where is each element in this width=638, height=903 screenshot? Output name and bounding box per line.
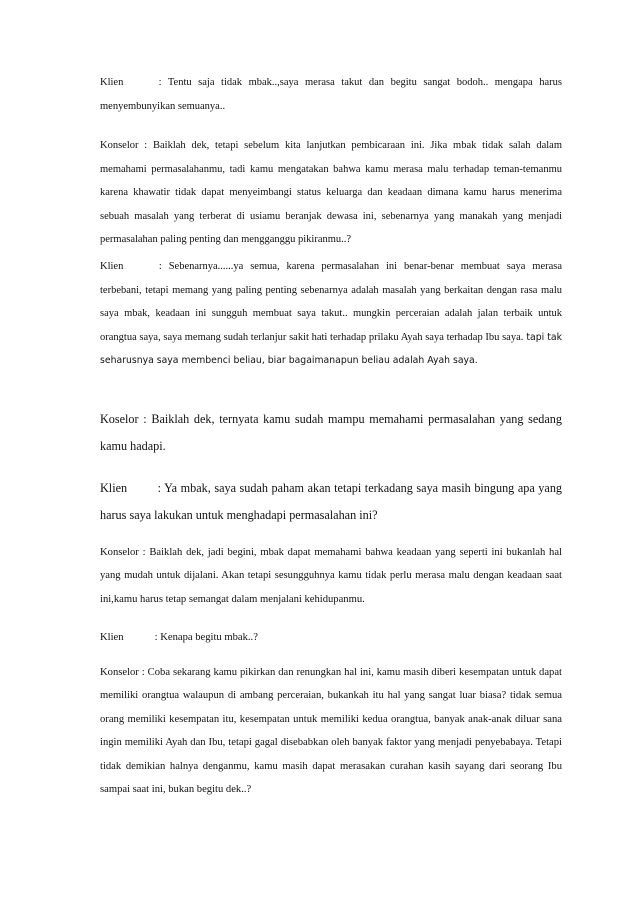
speaker-label: Konselor (100, 140, 139, 151)
dialogue-klien-1 (100, 71, 562, 118)
dialogue-koselor-2 (100, 406, 562, 459)
separator: : (158, 77, 168, 88)
utterance-text: Tentu saja tidak mbak..,saya merasa takut dan begitu sangat bodoh.. mengapa harus menyembunyikan semuanya.. (100, 77, 563, 112)
dialogue-klien-4 (100, 626, 562, 649)
speaker-label: Koselor (100, 412, 139, 426)
speaker-label: Klien (100, 261, 124, 272)
utterance-text: Baiklah dek, tetapi sebelum kita lanjutkan pembicaraan ini. Jika mbak tidak salah dalam memahami permasalahanmu, tadi kamu mengatakan bahwa kamu merasa malu terhadap teman-temanmu karena khawatir tidak dapat menyeimbangi status keluarga dan keadaan dimana kamu harus menerima sebuah masalah yang terberat di usiamu beranjak dewasa ini, sebenarnya yang manakah yang menjadi permasalahan paling penting dan mengganggu pikiranmu..? (100, 140, 562, 246)
utterance-text: Baiklah dek, ternyata kamu sudah mampu memahami permasalahan yang sedang kamu hadapi. (100, 412, 562, 453)
separator: : (138, 412, 152, 426)
utterance-text: Ya mbak, saya sudah paham akan tetapi terkadang saya masih bingung apa yang harus saya lakukan untuk menghadapi permasalahan ini? (100, 481, 563, 522)
separator: : (138, 667, 148, 678)
dialogue-konselor-4 (100, 661, 562, 801)
speaker-label: Klien (100, 481, 128, 495)
separator: : (157, 481, 165, 495)
utterance-text: Kenapa begitu mbak..? (160, 632, 258, 643)
speaker-label: Konselor (100, 667, 139, 678)
speaker-label: Konselor (100, 547, 139, 558)
separator: : (158, 261, 169, 272)
utterance-text-tail: tapi tak seharusnya saya membenci beliau, biar bagaimanapun beliau adalah Ayah saya. (100, 331, 562, 367)
utterance-text: Sebenarnya......ya semua, karena permasalahan ini benar-benar membuat saya merasa terbebani, tetapi memang yang paling penting sebenarnya adalah masalah yang berkaitan dengan rasa malu saya mbak, keadaan ini sungguh membuat saya takut.. mungkin perceraian adalah jalan terbaik untuk orangtua saya, saya memang sudah terlanjur sakit hati terhadap prilaku Ayah saya terhadap Ibu saya. (100, 261, 563, 343)
dialogue-klien-2 (100, 255, 562, 373)
separator: : (138, 140, 154, 151)
utterance-text: Coba sekarang kamu pikirkan dan renungkan hal ini, kamu masih diberi kesempatan untuk dapat memiliki orangtua walaupun di ambang perceraian, bukankah itu hal yang sangat luar biasa? tidak semua orang memiliki kesempatan itu, kesempatan untuk memiliki kedua orangtua, banyak anak-anak diluar sana ingin memiliki Ayah dan Ibu, tetapi gagal disebabkan oleh banyak faktor yang menjadi penyebabaya. Tetapi tidak demikian halnya denganmu, kamu masih dapat merasakan curahan kasih sayang dari seorang Ibu sampai saat ini, bukan begitu dek..? (100, 667, 562, 796)
separator: : (138, 547, 150, 558)
dialogue-konselor-1 (100, 134, 562, 252)
separator: : (154, 632, 161, 643)
speaker-label: Klien (100, 77, 124, 88)
utterance-text: Baiklah dek, jadi begini, mbak dapat memahami bahwa keadaan yang seperti ini bukanlah hal yang mudah untuk dijalani. Akan tetapi sesungguhnya kamu tidak perlu merasa malu dengan keadaan saat ini,kamu harus tetap semangat dalam menjalani kehidupanmu. (100, 547, 562, 605)
speaker-label: Klien (100, 632, 124, 643)
dialogue-klien-3 (100, 475, 562, 528)
dialogue-konselor-3 (100, 541, 562, 611)
